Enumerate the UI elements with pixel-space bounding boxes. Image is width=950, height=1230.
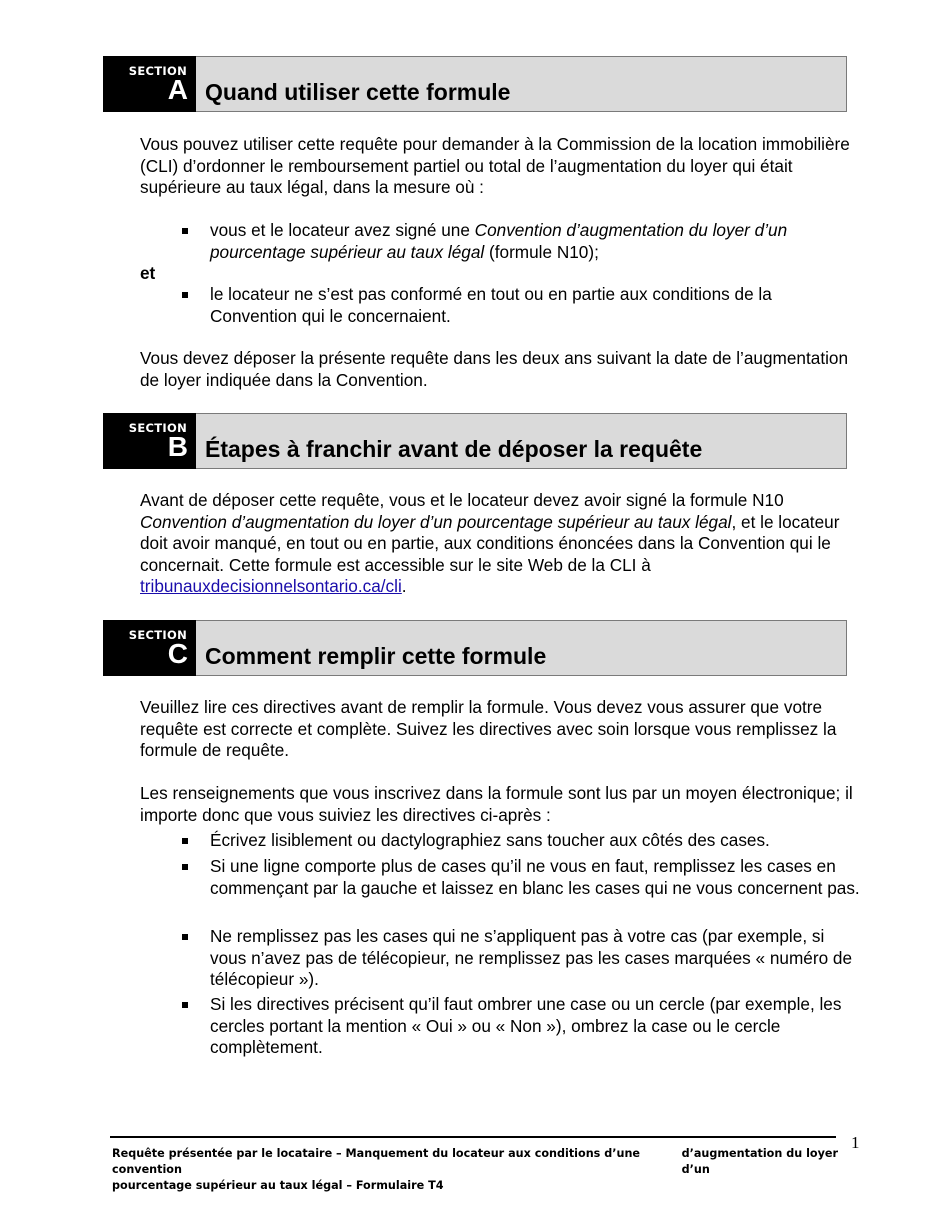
section-a-bullet-1-text: [210, 220, 862, 263]
page-number: 1: [851, 1133, 860, 1152]
section-a-closing-text: Vous devez déposer la présente requête dans les deux ans suivant la date de l’augmentation de loyer indiquée dans la Convention.: [140, 348, 849, 390]
section-c-bullet-1: [182, 830, 862, 852]
section-a-bullet-2: [182, 284, 862, 327]
section-c-title: Comment remplir cette formule: [205, 643, 547, 669]
section-c-para-1: [140, 697, 860, 762]
section-b-title: Étapes à franchir avant de déposer la requête: [205, 436, 703, 462]
section-c-bullet-3-text: Ne remplissez pas les cases qui ne s’appliquent pas à votre cas (par exemple, si vous n’avez pas de télécopieur, ne remplissez pas les cases marquées « numéro de télécopieur »).: [210, 926, 853, 990]
section-a-word: SECTION: [128, 64, 187, 78]
section-b-letter: B: [167, 431, 188, 462]
section-c-bullet-4: [182, 994, 862, 1059]
section-a-letter: A: [167, 74, 188, 105]
section-a-bullet-2-text: le locateur ne s’est pas conformé en tout ou en partie aux conditions de la Convention qui le concernaient.: [210, 284, 772, 326]
section-a-badge: [103, 56, 196, 112]
section-b-text-end: .: [401, 576, 407, 597]
section-a-header: [103, 56, 847, 112]
footer-line-1-right: d’augmentation du loyer d’un: [681, 1147, 839, 1176]
section-a-connector: et: [140, 263, 156, 283]
section-c-word: SECTION: [128, 628, 187, 642]
section-b-header: [103, 413, 847, 469]
bullet-square-icon: [182, 228, 188, 234]
section-c-bullet-2-text: Si une ligne comporte plus de cases qu’il ne vous en faut, remplissez les cases en commençant par la gauche et laissez en blanc les cases qui ne vous concernent pas.: [210, 856, 860, 898]
section-c-para-1-text: Veuillez lire ces directives avant de remplir la formule. Vous devez vous assurer que votre requête est correcte et complète. Suivez les directives avec soin lorsque vous remplissez la formule de requête.: [140, 697, 837, 761]
section-b-word: SECTION: [128, 421, 187, 435]
section-c-bullet-4-text: Si les directives précisent qu’il faut ombrer une case ou un cercle (par exemple, les cercles portant la mention « Oui » ou « Non »), ombrez la case ou le cercle complètement.: [210, 994, 842, 1058]
bullet-1-italic: Convention d’augmentation du loyer d’un pourcentage supérieur au taux légal: [210, 220, 788, 262]
section-a-title: Quand utiliser cette formule: [205, 79, 511, 105]
section-c-bullet-2: [182, 856, 862, 899]
section-c-bullet-1-text: Écrivez lisiblement ou dactylographiez sans toucher aux côtés des cases.: [210, 830, 770, 850]
footer-divider: [110, 1136, 836, 1138]
section-a-title-bar: [196, 56, 847, 112]
section-c-bullet-3: [182, 926, 862, 991]
bullet-square-icon: [182, 838, 188, 844]
footer-line-2: pourcentage supérieur au taux légal – Formulaire T4: [112, 1179, 444, 1192]
section-a-intro-text: Vous pouvez utiliser cette requête pour demander à la Commission de la location immobilière (CLI) d’ordonner le remboursement partiel ou total de l’augmentation du loyer qui était supérieure au taux légal, dans la mesure où :: [140, 134, 850, 198]
section-b-paragraph: [140, 490, 860, 598]
section-b-text: [140, 490, 860, 598]
footer: [112, 1146, 860, 1194]
bullet-1-post: (formule N10);: [484, 241, 599, 262]
bullet-square-icon: [182, 864, 188, 870]
section-c-para-2-text: Les renseignements que vous inscrivez dans la formule sont lus par un moyen électronique; il importe donc que vous suiviez les directives ci-après :: [140, 783, 853, 825]
section-b-text-italic: Convention d’augmentation du loyer d’un pourcentage supérieur au taux légal: [140, 511, 732, 532]
section-c-letter: C: [167, 638, 188, 669]
bullet-1-pre: vous et le locateur avez signé une: [210, 220, 475, 240]
footer-line-1-left: Requête présentée par le locataire – Manquement du locateur aux conditions d’une convention: [112, 1147, 640, 1176]
bullet-square-icon: [182, 1002, 188, 1008]
section-c-badge: [103, 620, 196, 676]
section-c-header: [103, 620, 847, 676]
section-c-para-2: [140, 783, 860, 826]
section-a-closing: [140, 348, 860, 391]
section-a-intro: [140, 134, 860, 199]
cli-website-link[interactable]: tribunauxdecisionnelsontario.ca/cli: [140, 576, 402, 597]
bullet-square-icon: [182, 292, 188, 298]
footer-line-1: [112, 1146, 860, 1178]
bullet-square-icon: [182, 934, 188, 940]
section-a-bullet-1: [182, 220, 862, 263]
section-c-title-bar: [196, 620, 847, 676]
section-b-title-bar: [196, 413, 847, 469]
section-b-badge: [103, 413, 196, 469]
section-b-text-pre: Avant de déposer cette requête, vous et le locateur devez avoir signé la formule N10: [140, 490, 784, 510]
section-b-text-mid: , et le locateur doit avoir manqué, en tout ou en partie, aux conditions énoncées dans la Convention qui le concernait. Cette formule est accessible sur le site Web de la CLI à: [140, 511, 840, 575]
